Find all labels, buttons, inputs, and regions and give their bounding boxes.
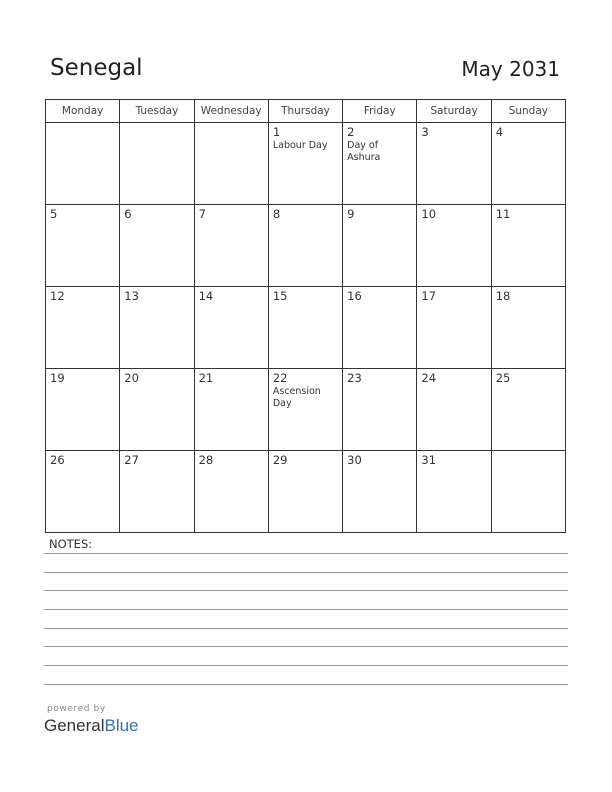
day-number: 3	[421, 125, 429, 139]
day-cell	[491, 451, 565, 533]
day-cell	[46, 451, 120, 533]
calendar-grid	[45, 99, 566, 533]
note-line	[44, 665, 568, 666]
day-number: 27	[124, 453, 139, 467]
day-number: 9	[347, 207, 355, 221]
holiday-label: Day of Ashura	[347, 140, 381, 163]
day-number: 26	[50, 453, 65, 467]
day-cell	[417, 369, 491, 451]
day-cell	[120, 123, 194, 205]
day-number: 11	[495, 207, 511, 221]
note-line	[44, 628, 568, 629]
day-cell	[268, 205, 342, 287]
day-cell	[343, 205, 417, 287]
day-number: 18	[495, 289, 511, 303]
weekday-header: Sunday	[491, 100, 565, 123]
weekday-header: Thursday	[268, 100, 342, 123]
day-cell	[46, 369, 120, 451]
day-number: 30	[347, 453, 362, 467]
day-number: 29	[272, 453, 288, 467]
day-number: 5	[50, 207, 58, 221]
day-cell	[194, 287, 268, 369]
note-line	[44, 609, 568, 610]
day-cell	[343, 451, 417, 533]
day-cell	[491, 205, 565, 287]
weekday-header: Tuesday	[120, 100, 194, 123]
powered-by-text: powered by	[47, 704, 106, 714]
holiday-label: Labour Day	[272, 140, 328, 151]
week-row	[46, 369, 566, 451]
day-number: 12	[50, 289, 65, 303]
day-number: 1	[272, 125, 281, 139]
day-cell	[417, 123, 491, 205]
note-line	[44, 572, 568, 573]
day-cell	[194, 369, 268, 451]
day-cell	[491, 123, 565, 205]
day-number: 22	[272, 371, 288, 385]
day-number: 16	[347, 289, 362, 303]
notes-label: NOTES:	[49, 537, 93, 551]
weekday-header-row	[46, 100, 566, 123]
week-row	[46, 287, 566, 369]
day-number: 14	[198, 289, 214, 303]
day-number: 6	[124, 207, 132, 221]
day-number: 10	[421, 207, 437, 221]
weekday-header: Saturday	[417, 100, 491, 123]
day-number: 15	[272, 289, 288, 303]
day-number: 24	[421, 371, 437, 385]
day-cell	[46, 287, 120, 369]
day-cell	[120, 287, 194, 369]
day-cell	[343, 369, 417, 451]
week-row	[46, 451, 566, 533]
day-number: 20	[124, 371, 139, 385]
day-cell	[417, 451, 491, 533]
day-number: 25	[495, 371, 511, 385]
day-cell	[491, 287, 565, 369]
brand-general: General	[44, 716, 105, 735]
day-number: 7	[198, 207, 206, 221]
day-number: 28	[198, 453, 214, 467]
day-cell	[417, 287, 491, 369]
day-cell	[46, 205, 120, 287]
day-cell	[120, 205, 194, 287]
weekday-header: Wednesday	[194, 100, 268, 123]
holiday-label: Ascension Day	[272, 386, 321, 409]
day-cell	[343, 123, 417, 205]
day-cell	[194, 205, 268, 287]
day-cell	[194, 451, 268, 533]
day-number: 19	[50, 371, 65, 385]
day-cell	[268, 287, 342, 369]
week-row	[46, 205, 566, 287]
generalblue-logo[interactable]	[44, 716, 139, 736]
weekday-header: Friday	[343, 100, 417, 123]
day-number: 21	[198, 371, 214, 385]
day-cell	[491, 369, 565, 451]
day-number: 8	[272, 207, 281, 221]
day-cell	[120, 451, 194, 533]
day-number: 13	[124, 289, 139, 303]
day-cell	[194, 123, 268, 205]
day-cell	[268, 369, 342, 451]
day-cell	[343, 287, 417, 369]
note-line	[44, 684, 568, 685]
day-cell	[46, 123, 120, 205]
month-year-title: May 2031	[461, 57, 560, 81]
brand-blue: Blue	[104, 716, 139, 735]
day-number: 2	[347, 125, 355, 139]
day-cell	[268, 123, 342, 205]
note-line	[44, 646, 568, 647]
note-line	[44, 590, 568, 591]
day-number: 17	[421, 289, 437, 303]
day-cell	[417, 205, 491, 287]
country-title: Senegal	[50, 55, 143, 81]
day-cell	[268, 451, 342, 533]
day-cell	[120, 369, 194, 451]
note-line	[44, 553, 568, 554]
day-number: 23	[347, 371, 362, 385]
day-number: 4	[495, 125, 504, 139]
week-row	[46, 123, 566, 205]
weekday-header: Monday	[46, 100, 120, 123]
day-number: 31	[421, 453, 437, 467]
